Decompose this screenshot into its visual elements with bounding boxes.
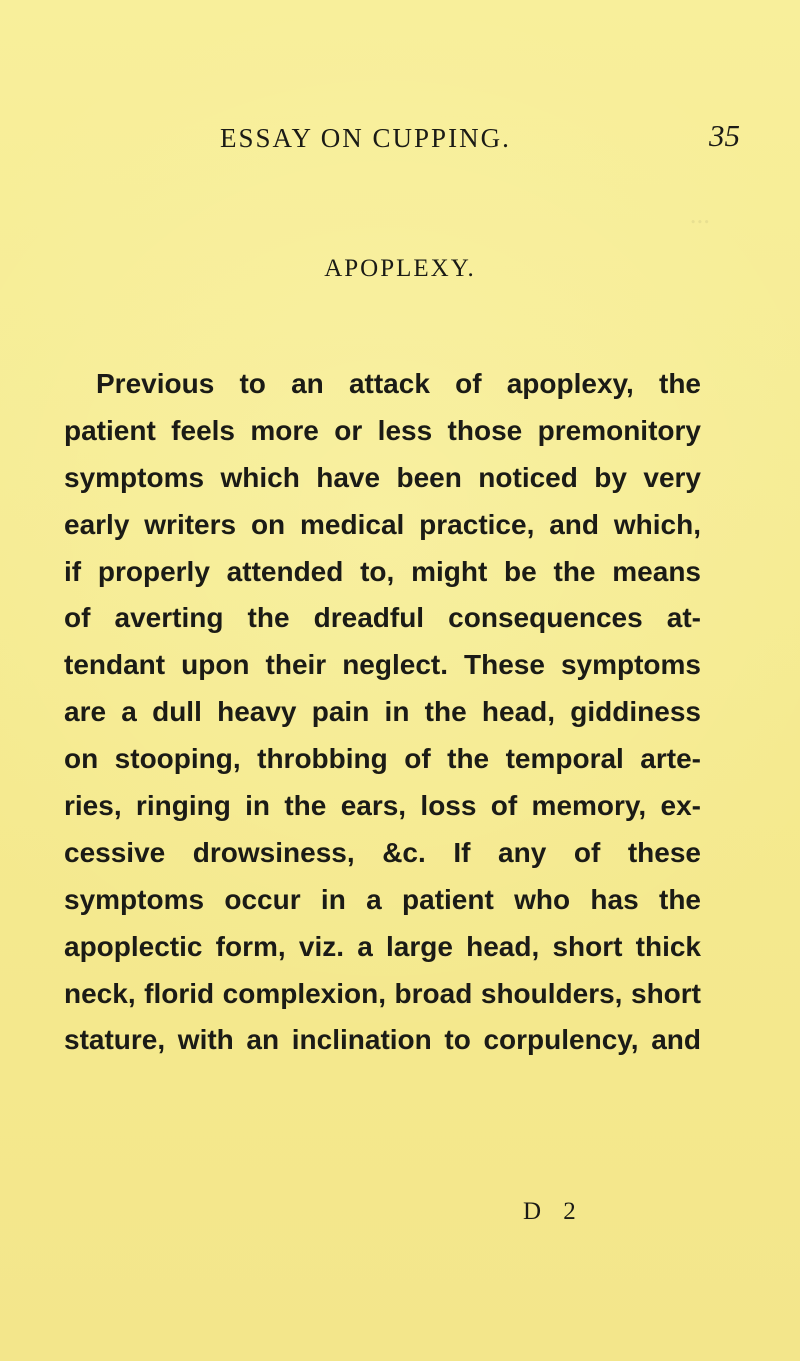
text-line: Previous to an attack of apoplexy, the [96, 368, 701, 399]
text-line: on stooping, throbbing of the temporal arte- [64, 743, 701, 775]
text-line: symptoms which have been noticed by very [64, 461, 701, 493]
body-text [64, 361, 701, 1064]
text-line: patient feels more or less those premonitory [64, 414, 701, 446]
section-title: APOPLEXY. [324, 255, 476, 282]
text-line: early writers on medical practice, and which, [64, 508, 701, 540]
text-line: ries, ringing in the ears, loss of memory, ex- [64, 790, 701, 822]
text-line: of averting the dreadful consequences at- [64, 602, 701, 634]
text-line: if properly attended to, might be the means [64, 555, 701, 587]
signature-mark: D 2 [523, 1198, 584, 1225]
show-through-text: ... [689, 199, 710, 229]
text-line: symptoms occur in a patient who has the [64, 883, 701, 915]
text-line: apoplectic form, viz. a large head, short thick [64, 930, 701, 962]
text-line: stature, with an inclination to corpulency, and [64, 1024, 701, 1056]
text-line: cessive drowsiness, &c. If any of these [64, 836, 701, 868]
page-number: 35 [709, 118, 740, 153]
running-title: ESSAY ON CUPPING. [220, 123, 511, 153]
running-head [220, 118, 740, 158]
text-line: neck, florid complexion, broad shoulders, short [64, 977, 701, 1009]
text-line: are a dull heavy pain in the head, giddiness [64, 696, 701, 728]
text-line: tendant upon their neglect. These symptoms [64, 649, 701, 681]
